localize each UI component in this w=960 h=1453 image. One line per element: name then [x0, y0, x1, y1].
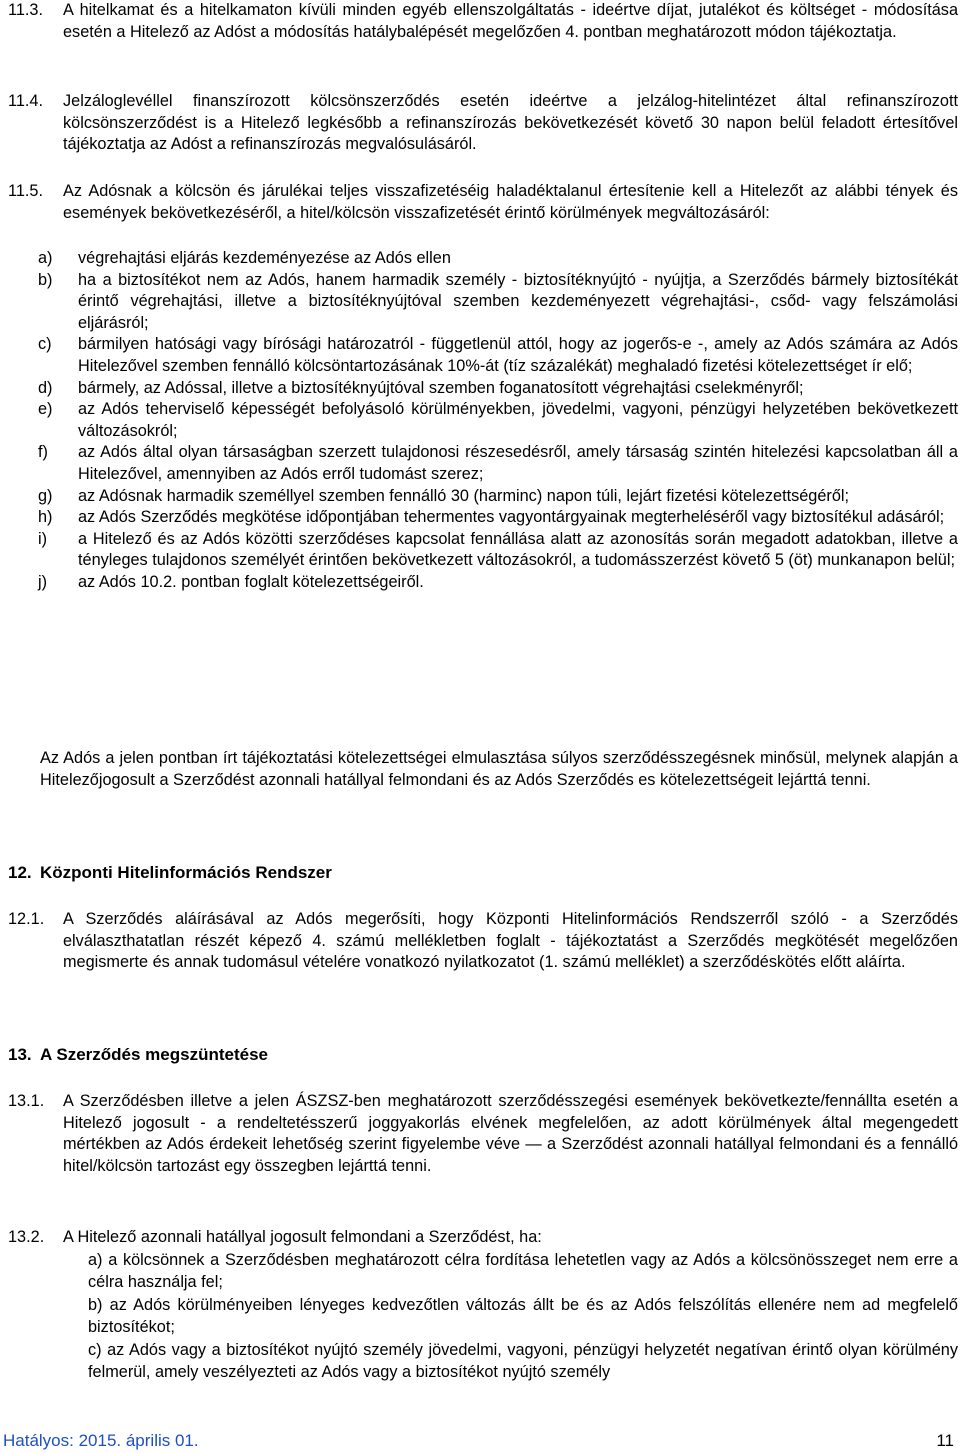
list-13-2-item-c: c) az Adós vagy a biztosítékot nyújtó személy jövedelmi, vagyoni, pénzügyi helyzetét negatívan érintő olyan körülmény felmerül, amely veszélyezteti az Adós vagy a biztosítékot nyújtó személy [88, 1341, 958, 1381]
section-heading-13: 13. A Szerződés megszüntetése [8, 1045, 268, 1064]
clause-text: Jelzáloglevéllel finanszírozott kölcsönszerződés esetén ideértve a jelzálog-hitelintézet által refinanszírozott kölcsönszerződést is a Hitelező legkésőbb a refinanszírozás bekövetkezését követő 30 napon belül feladott értesítővel tájékoztatja az Adóst a refinanszírozás megvalósulásáról. [63, 92, 958, 154]
list-item: i) a Hitelező és az Adós közötti szerződéses kapcsolat fennállása alatt az azonosítás során megadott adatokban, illetve a tényleges tulajdonos személyét érintően bekövetkezett változásokról, a tudomásszerzést követő 5 (öt) munkanapon belül; [38, 529, 958, 570]
clause-number: 11.3. [8, 1, 44, 19]
clause-13-2 [8, 1227, 958, 1249]
list-item: b) ha a biztosítékot nem az Adós, hanem harmadik személy - biztosítéknyújtó - nyújtja, a Szerződés bármely biztosítékát érintő végrehajtási, illetve a biztosítéknyújtóval szemben kezdeményezett végrehajtási-, csőd- vagy felszámolási eljárásról; [38, 270, 958, 332]
clause-number: 11.5. [8, 182, 44, 200]
clause-11-5 [8, 181, 958, 224]
clause-text: A Hitelező azonnali hatállyal jogosult felmondani a Szerződést, ha: [63, 1228, 542, 1246]
clause-13-1 [8, 1091, 958, 1177]
clause-number: 13.1. [8, 1092, 45, 1110]
footer-page-number: 11 [936, 1431, 954, 1450]
list-item: h) az Adós Szerződés megkötése időpontjában tehermentes vagyontárgyainak megterheléséről vagy biztosítékul adásáról; [38, 508, 945, 527]
clause-number: 12.1. [8, 910, 45, 928]
paragraph-11-5-consequence: Az Adós a jelen pontban írt tájékoztatási kötelezettségei elmulasztása súlyos szerződésszegésnek minősül, melynek alapján a Hitelezőjogosult a Szerződést azonnali hatállyal felmondani és az Adós Szerződés es kötelezettségeit lejárttá tenni. [40, 749, 958, 789]
section-heading-12: 12. Központi Hitelinformációs Rendszer [8, 863, 332, 882]
clause-number: 11.4. [8, 92, 44, 110]
list-item: a) végrehajtási eljárás kezdeményezése az Adós ellen [38, 249, 451, 267]
list-11-5 [38, 248, 958, 594]
clause-number: 13.2. [8, 1228, 45, 1246]
list-13-2-item-b: b) az Adós körülményeiben lényeges kedvezőtlen változás állt be és az Adós felszólítás ellenére nem ad megfelelő biztosítékot; [88, 1296, 958, 1336]
clause-11-4 [8, 91, 958, 156]
list-item: f) az Adós által olyan társaságban szerzett tulajdonosi részesedésről, amely társaság szintén hitelezési kapcsolatban áll a Hitelezővel, amennyiben az Adós erről tudomást szerez; [38, 443, 958, 483]
clause-text: Az Adósnak a kölcsön és járulékai teljes visszafizetéséig haladéktalanul értesítenie kell a Hitelezőt az alábbi tények és események bekövetkezéséről, a hitel/kölcsön visszafizetését érintő körülmények megváltozásáról: [63, 182, 958, 222]
list-item: g) az Adósnak harmadik személlyel szemben fennálló 30 (harminc) napon túli, lejárt fizetési kötelezettségéről; [38, 486, 850, 505]
clause-11-3 [8, 0, 958, 43]
clause-12-1 [8, 909, 958, 974]
list-item: e) az Adós teherviselő képességét befolyásoló körülményekben, jövedelmi, vagyoni, pénzügyi helyzetében bekövetkezett változásokról; [38, 400, 958, 440]
clause-text: A Szerződés aláírásával az Adós megerősíti, hogy Központi Hitelinformációs Rendszerről szóló - a Szerződés elválaszthatatlan részét képező 4. számú mellékletben foglalt - tájékoztatást a Szerződés megkötését megelőzően megismerte és annak tudomásul vételére vonatkozó nyilatkozatot (1. számú melléklet) a szerződéskötés előtt aláírta. [63, 910, 958, 972]
list-item: d) bármely, az Adóssal, illetve a biztosítéknyújtóval szemben foganatosított végrehajtási cselekményről; [38, 378, 804, 397]
list-item: c) bármilyen hatósági vagy bírósági határozatról - függetlenül attól, hogy az jogerős-e -, amely az Adós számára az Adós Hitelezővel szemben fennálló kölcsöntartozásának 10%-át (tíz százalékát) meghaladó fizetési kötelezettséget ír elő; [38, 335, 958, 375]
list-13-2-item-a: a) a kölcsönnek a Szerződésben meghatározott célra fordítása lehetetlen vagy az Adós a kölcsönösszeget nem erre a célra használja fel; [88, 1251, 958, 1291]
clause-text: A hitelkamat és a hitelkamaton kívüli minden egyéb ellenszolgáltatás - ideértve díjat, jutalékot és költséget - módosítása esetén a Hitelező az Adóst a módosítás hatálybalépését megelőzően 4. pontban meghatározott módon tájékoztatja. [63, 1, 958, 41]
footer-effective-date: Hatályos: 2015. április 01. [3, 1431, 199, 1450]
clause-text: A Szerződésben illetve a jelen ÁSZSZ-ben meghatározott szerződésszegési események bekövetkezte/fennállta esetén a Hitelező jogosult - a rendeltetésszerű joggyakorlás elvének megfelelően, az adott körülmények által megengedett mértékben az Adós érdekeit lehetőség szerint figyelembe véve ― a Szerződést azonnali hatállyal felmondani és a fennálló hitel/kölcsön tartozást egy összegben lejárttá tenni. [63, 1092, 958, 1175]
list-item: j) az Adós 10.2. pontban foglalt kötelezettségeiről. [38, 572, 424, 591]
